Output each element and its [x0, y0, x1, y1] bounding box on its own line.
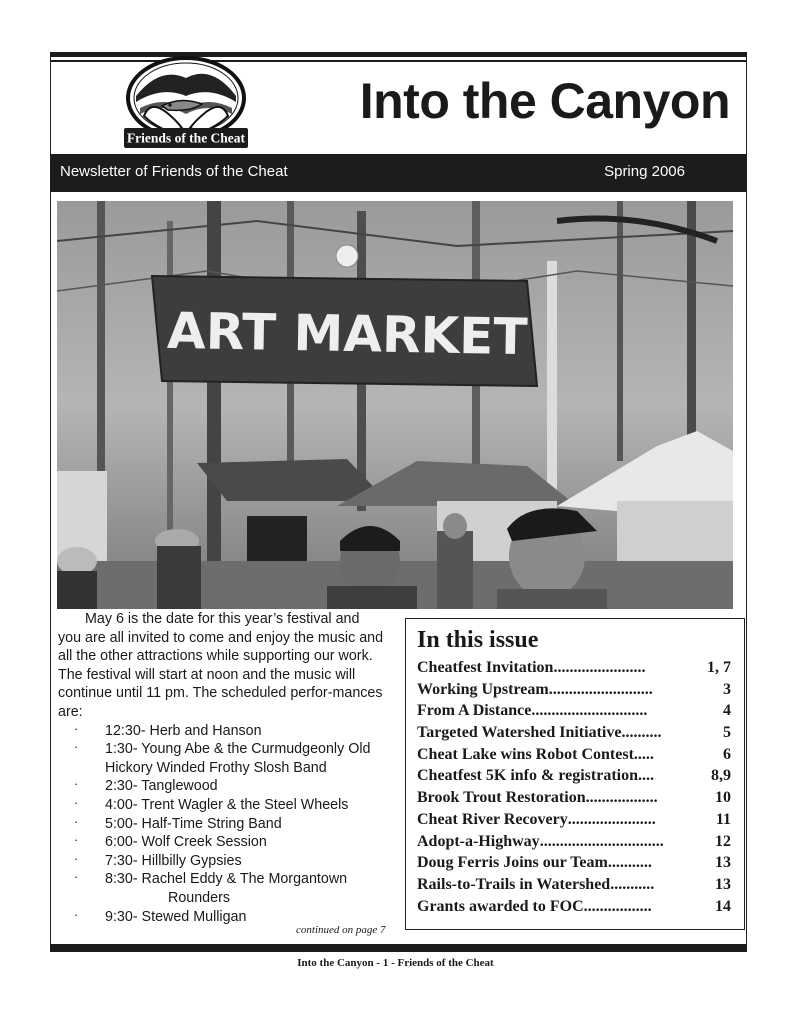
- toc-item: Cheat River Recovery ...................... 11: [417, 810, 731, 828]
- newsletter-subtitle: Newsletter of Friends of the Cheat: [60, 163, 288, 180]
- cheatfest-article: [58, 610, 384, 926]
- schedule-item: · 4:00- Trent Wagler & the Steel Wheels: [74, 794, 349, 813]
- schedule-item: · 9:30- Stewed Mulligan: [74, 906, 247, 925]
- friends-of-the-cheat-logo: [120, 56, 252, 150]
- schedule-item: · 6:00- Wolf Creek Session: [74, 832, 267, 851]
- schedule-item: · 8:30- Rachel Eddy & The Morgantown Rounders: [74, 869, 348, 906]
- in-this-issue-title: In this issue: [417, 627, 539, 653]
- toc-item: Targeted Watershed Initiative .......... 5: [417, 724, 731, 742]
- logo-text: Friends of the Cheat: [126, 130, 246, 146]
- schedule-item: · 7:30- Hillbilly Gypsies: [74, 850, 242, 869]
- schedule-item: · 2:30- Tanglewood: [74, 776, 218, 795]
- table-of-contents: [417, 659, 731, 919]
- subtitle-band: [50, 154, 747, 192]
- toc-item: Cheatfest Invitation ....................... 1, 7: [417, 659, 731, 676]
- toc-item: Rails-to-Trails in Watershed ........... 13: [417, 875, 731, 893]
- performance-schedule: [58, 722, 384, 927]
- toc-item: Working Upstream .......................... 3: [417, 680, 731, 698]
- article-intro: May 6 is the date for this year’s festival and you are all invited to come and enjoy the music and all the other attractions while supporting our work. The festival will start at noon and the music will continue until 11 pm. The scheduled perfor-mances are:: [58, 611, 384, 720]
- schedule-item: · 1:30- Young Abe & the Curmudgeonly Old Hickory Winded Frothy Slosh Band: [74, 739, 371, 776]
- bottom-rule: [50, 944, 747, 952]
- toc-item: Brook Trout Restoration .................. 10: [417, 789, 731, 807]
- page-footer: Into the Canyon - 1 - Friends of the Cheat: [297, 957, 494, 969]
- toc-item: Adopt-a-Highway ............................... 12: [417, 832, 731, 850]
- continued-note: continued on page 7: [296, 924, 386, 936]
- toc-item: Grants awarded to FOC ................. 14: [417, 897, 731, 915]
- in-this-issue-box: [405, 618, 745, 930]
- issue-date: Spring 2006: [604, 163, 685, 180]
- toc-item: Cheatfest 5K info & registration .... 8,9: [417, 767, 731, 785]
- photo-banner-text: ART MARKET: [166, 301, 528, 367]
- schedule-item: · 5:00- Half-Time String Band: [74, 813, 282, 832]
- toc-item: Cheat Lake wins Robot Contest ..... 6: [417, 745, 731, 763]
- toc-item: From A Distance ............................. 4: [417, 702, 731, 720]
- newsletter-title: Into the Canyon: [359, 73, 730, 129]
- toc-item: Doug Ferris Joins our Team ........... 13: [417, 854, 731, 872]
- art-market-photo: [57, 201, 733, 609]
- schedule-item: · 12:30- Herb and Hanson: [74, 720, 262, 739]
